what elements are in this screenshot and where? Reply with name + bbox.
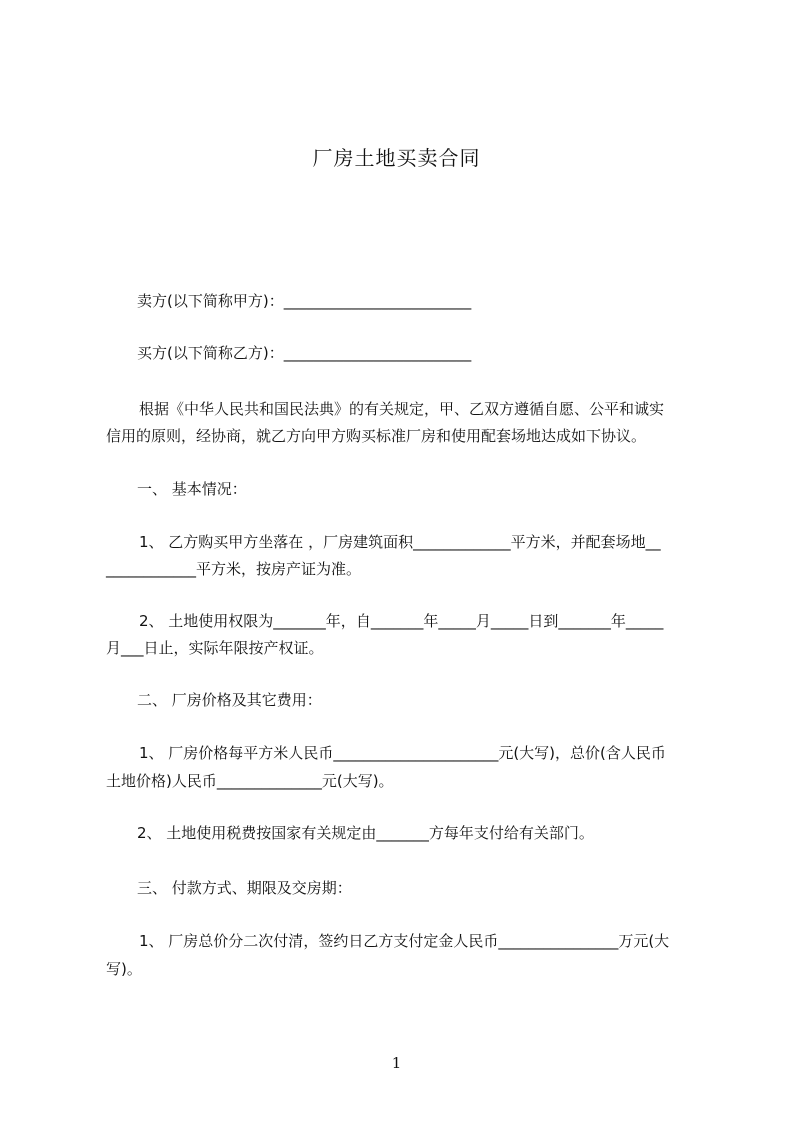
intro-paragraph-line-1: 根据《中华人民共和国民法典》的有关规定，甲、乙双方遵循自愿、公平和诚实: [139, 400, 665, 418]
clause-1-2-line-2: 月___日止，实际年限按产权证。: [106, 639, 324, 657]
section-1-heading: 一、 基本情况：: [137, 480, 247, 498]
clause-1-1-line-1: 1、 乙方购买甲方坐落在 ，厂房建筑面积_____________平方米，并配套场地__: [139, 533, 661, 551]
clause-3-1-line-1: 1、 厂房总价分二次付清，签约日乙方支付定金人民币________________万元(大: [139, 932, 670, 950]
clause-2-1-line-1: 1、 厂房价格每平方米人民币______________________元(大写)，总价(含人民币: [139, 744, 666, 762]
clause-1-2-line-1: 2、 土地使用权限为_______年，自_______年_____月_____日到_______年_____: [139, 612, 664, 630]
intro-paragraph-line-2: 信用的原则，经协商，就乙方向甲方购买标准厂房和使用配套场地达成如下协议。: [106, 427, 647, 445]
buyer-line: 买方(以下简称乙方)：_________________________: [137, 344, 472, 362]
clause-3-1-line-2: 写)。: [106, 960, 142, 978]
section-2-heading: 二、 厂房价格及其它费用：: [137, 691, 322, 709]
section-3-heading: 三、 付款方式、期限及交房期：: [137, 879, 352, 897]
clause-1-1-line-2: ____________平方米，按房产证为准。: [106, 560, 362, 578]
document-title: 厂房土地买卖合同: [312, 146, 481, 170]
seller-line: 卖方(以下简称甲方)：_________________________: [137, 292, 472, 310]
clause-2-2-line-1: 2、 土地使用税费按国家有关规定由_______方每年支付给有关部门。: [137, 824, 594, 842]
page-number: 1: [391, 1054, 402, 1072]
clause-2-1-line-2: 土地价格)人民币______________元(大写)。: [106, 772, 394, 790]
